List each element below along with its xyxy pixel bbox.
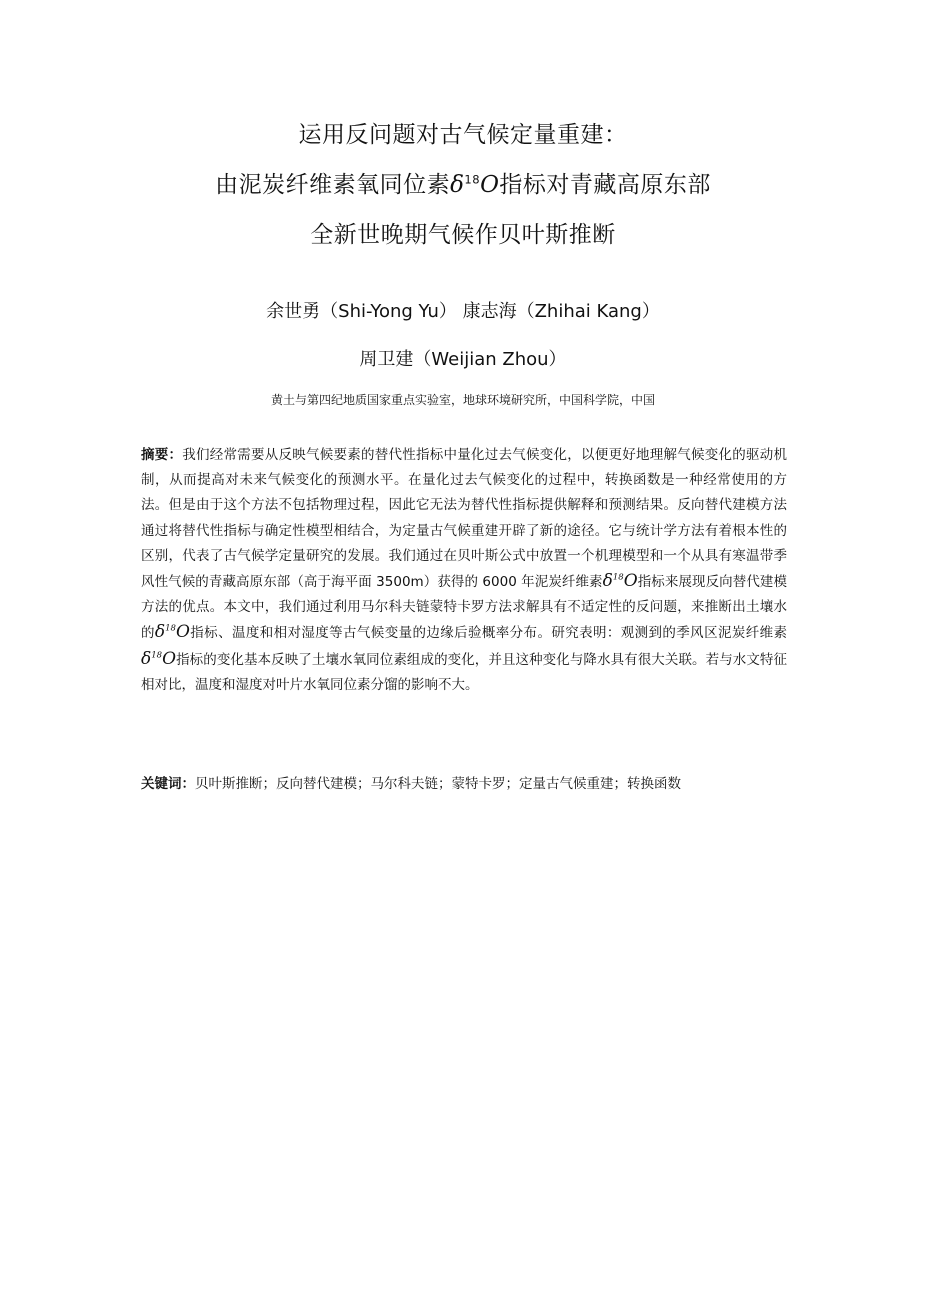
- delta18o-symbol-1: $\delta^{18}O$: [602, 571, 638, 592]
- keywords: [141, 772, 787, 797]
- delta-symbol: δ: [450, 172, 465, 198]
- delta18o-symbol-3: $\delta^{18}O$: [141, 648, 177, 669]
- title-line-2: [0, 170, 926, 200]
- abstract: [141, 443, 787, 698]
- abstract-part-2: 指标来展现反向替代建模方法的优点。本文中，我们通过利用马尔科夫链蒙特卡罗方法求解具有不适定性的反问题，来推断出土壤水的: [141, 574, 787, 642]
- keywords-label: 关键词：: [141, 776, 195, 792]
- isotope-mass-number: 18: [464, 172, 481, 187]
- title-line-2-suffix: 指标对青藏高原东部: [499, 172, 711, 198]
- keywords-text: 贝叶斯推断；反向替代建模；马尔科夫链；蒙特卡罗；定量古气候重建；转换函数: [195, 776, 681, 792]
- abstract-part-4: 指标的变化基本反映了土壤水氧同位素组成的变化，并且这种变化与降水具有很大关联。若与水文特征相对比，温度和湿度对叶片水氧同位素分馏的影响不大。: [141, 651, 787, 693]
- abstract-part-1: 我们经常需要从反映气候要素的替代性指标中量化过去气候变化，以便更好地理解气候变化的驱动机制，从而提高对未来气候变化的预测水平。在量化过去气候变化的过程中，转换函数是一种经常使用的方法。但是由于这个方法不包括物理过程，因此它无法为替代性指标提供解释和预测结果。反向替代建模方法通过将替代性指标与确定性模型相结合，为定量古气候重建开辟了新的途径。它与统计学方法有着根本性的区别，代表了古气候学定量研究的发展。我们通过在贝叶斯公式中放置一个机理模型和一个从具有寒温带季风性气候的青藏高原东部（高于海平面 3500m）获得的 6000 年泥炭纤维素: [141, 447, 787, 591]
- delta18o-symbol-2: $\delta^{18}O$: [154, 622, 190, 643]
- authors-line-2: 周卫建（Weijian Zhou）: [359, 349, 567, 370]
- title-line-1: 运用反问题对古气候定量重建：: [298, 122, 628, 148]
- title-line-2-prefix: 由泥炭纤维素氧同位素: [215, 172, 451, 198]
- affiliation: 黄土与第四纪地质国家重点实验室，地球环境研究所，中国科学院，中国: [270, 393, 655, 407]
- authors-line-1: 余世勇（Shi-Yong Yu） 康志海（Zhihai Kang）: [266, 301, 660, 322]
- isotope-element: O: [480, 172, 500, 198]
- title-line-3: 全新世晚期气候作贝叶斯推断: [310, 222, 616, 248]
- abstract-part-3: 指标、温度和相对湿度等古气候变量的边缘后验概率分布。研究表明：观测到的季风区泥炭纤维素: [189, 625, 788, 642]
- abstract-label: 摘要：: [141, 447, 183, 463]
